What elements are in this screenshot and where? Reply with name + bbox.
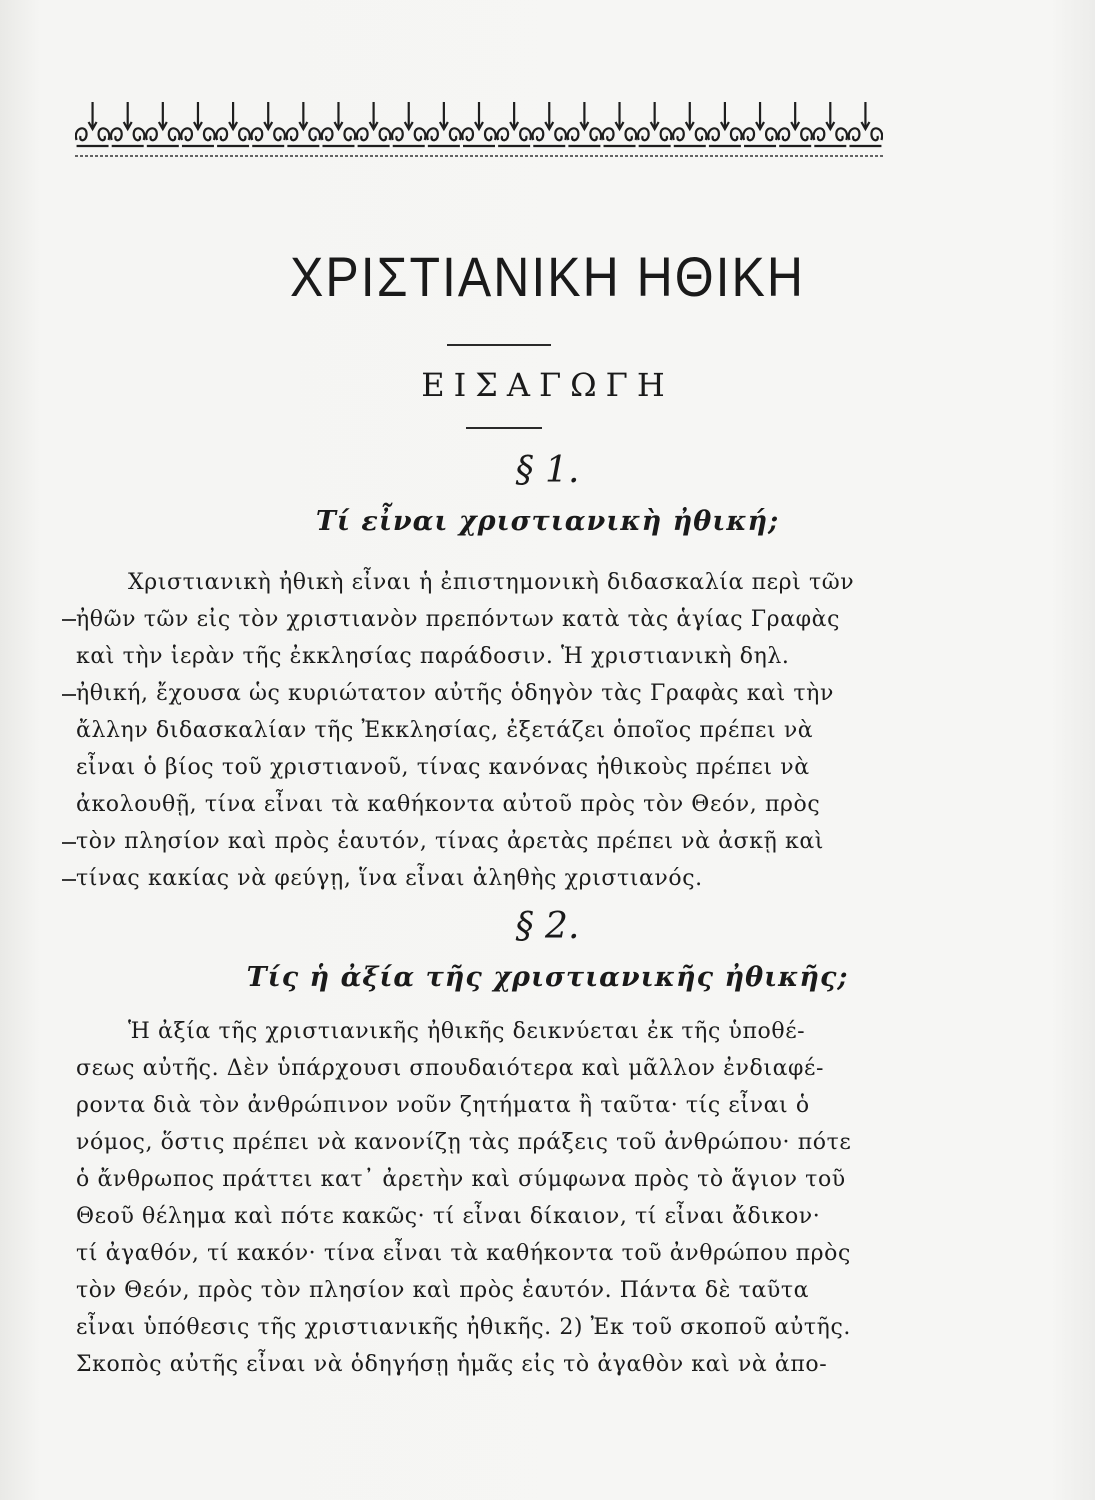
margin-mark (62, 879, 76, 881)
text-line: ροντα διὰ τὸν ἀνθρώπινον νοῦν ζητήματα ἢ ταῦτα· τίς εἶναι ὁ (76, 1093, 810, 1118)
text-line: ἠθική, ἔχουσα ὡς κυριώτατον αὐτῆς ὁδηγὸν τὰς Γραφὰς καὶ τὴν (76, 681, 834, 706)
text-line: Ἡ ἀξία τῆς χριστιανικῆς ἠθικῆς δεικνύεται ἐκ τῆς ὑποθέ- (128, 1019, 806, 1044)
text-line: Θεοῦ θέλημα καὶ πότε κακῶς· τί εἶναι δίκαιον, τί εἶναι ἄδικον· (76, 1204, 821, 1229)
section-1-number: § 1. (515, 450, 580, 491)
text-line: σεως αὐτῆς. Δὲν ὑπάρχουσι σπουδαιότερα καὶ μᾶλλον ἐνδιαφέ- (76, 1056, 825, 1081)
text-line: νόμος, ὅστις πρέπει νὰ κανονίζῃ τὰς πράξεις τοῦ ἀνθρώπου· πότε (76, 1130, 852, 1155)
title-rule-top (447, 344, 551, 346)
text-line: ἠθῶν τῶν εἰς τὸν χριστιανὸν πρεπόντων κατὰ τὰς ἁγίας Γραφὰς (76, 607, 841, 632)
text-line: τὸν Θεόν, πρὸς τὸν πλησίον καὶ πρὸς ἑαυτόν. Πάντα δὲ ταῦτα (76, 1278, 810, 1303)
text-line: τίνας κακίας νὰ φεύγῃ, ἵνα εἶναι ἀληθὴς χριστιανός. (76, 866, 703, 891)
text-line: ἄλλην διδασκαλίαν τῆς Ἐκκλησίας, ἐξετάζει ὁποῖος πρέπει νὰ (76, 718, 814, 743)
margin-mark (62, 694, 76, 696)
section-1-heading: Τί εἶναι χριστιανικὴ ἠθική; (315, 506, 780, 537)
section-2-number: § 2. (515, 906, 580, 947)
section-2-heading: Τίς ἡ ἀξία τῆς χριστιανικῆς ἠθικῆς; (246, 962, 849, 993)
section-1-paragraph (76, 564, 876, 897)
text-line: Χριστιανικὴ ἠθικὴ εἶναι ἡ ἐπιστημονικὴ διδασκαλία περὶ τῶν (128, 570, 855, 595)
text-line: Σκοπὸς αὐτῆς εἶναι νὰ ὁδηγήσῃ ἡμᾶς εἰς τὸ ἀγαθὸν καὶ νὰ ἀπο- (76, 1352, 828, 1377)
margin-mark (62, 619, 76, 621)
section-2-paragraph (76, 1013, 876, 1383)
text-line: ὁ ἄνθρωπος πράττει κατ᾽ ἀρετὴν καὶ σύμφωνα πρὸς τὸ ἅγιον τοῦ (76, 1167, 846, 1192)
text-line: τί ἀγαθόν, τί κακόν· τίνα εἶναι τὰ καθήκοντα τοῦ ἀνθρώπου πρὸς (76, 1241, 851, 1266)
page-subtitle: ΕΙΣΑΓΩΓΗ (421, 366, 674, 404)
title-rule-bottom (466, 427, 542, 429)
margin-mark (62, 842, 76, 844)
text-line: ἀκολουθῇ, τίνα εἶναι τὰ καθήκοντα αὐτοῦ πρὸς τὸν Θεόν, πρὸς (76, 792, 821, 817)
text-line: καὶ τὴν ἱερὰν τῆς ἐκκλησίας παράδοσιν. Ἡ χριστιανικὴ δηλ. (76, 644, 790, 669)
text-line: εἶναι ὑπόθεσις τῆς χριστιανικῆς ἠθικῆς. 2) Ἐκ τοῦ σκοποῦ αὐτῆς. (76, 1315, 851, 1340)
text-line: τὸν πλησίον καὶ πρὸς ἑαυτόν, τίνας ἀρετὰς πρέπει νὰ ἀσκῇ καὶ (76, 829, 825, 854)
header-ornament (75, 98, 883, 160)
page-title: ΧΡΙΣΤΙΑΝΙΚΗ ΗΘΙΚΗ (290, 245, 805, 309)
text-line: εἶναι ὁ βίος τοῦ χριστιανοῦ, τίνας κανόνας ἠθικοὺς πρέπει νὰ (76, 755, 810, 780)
